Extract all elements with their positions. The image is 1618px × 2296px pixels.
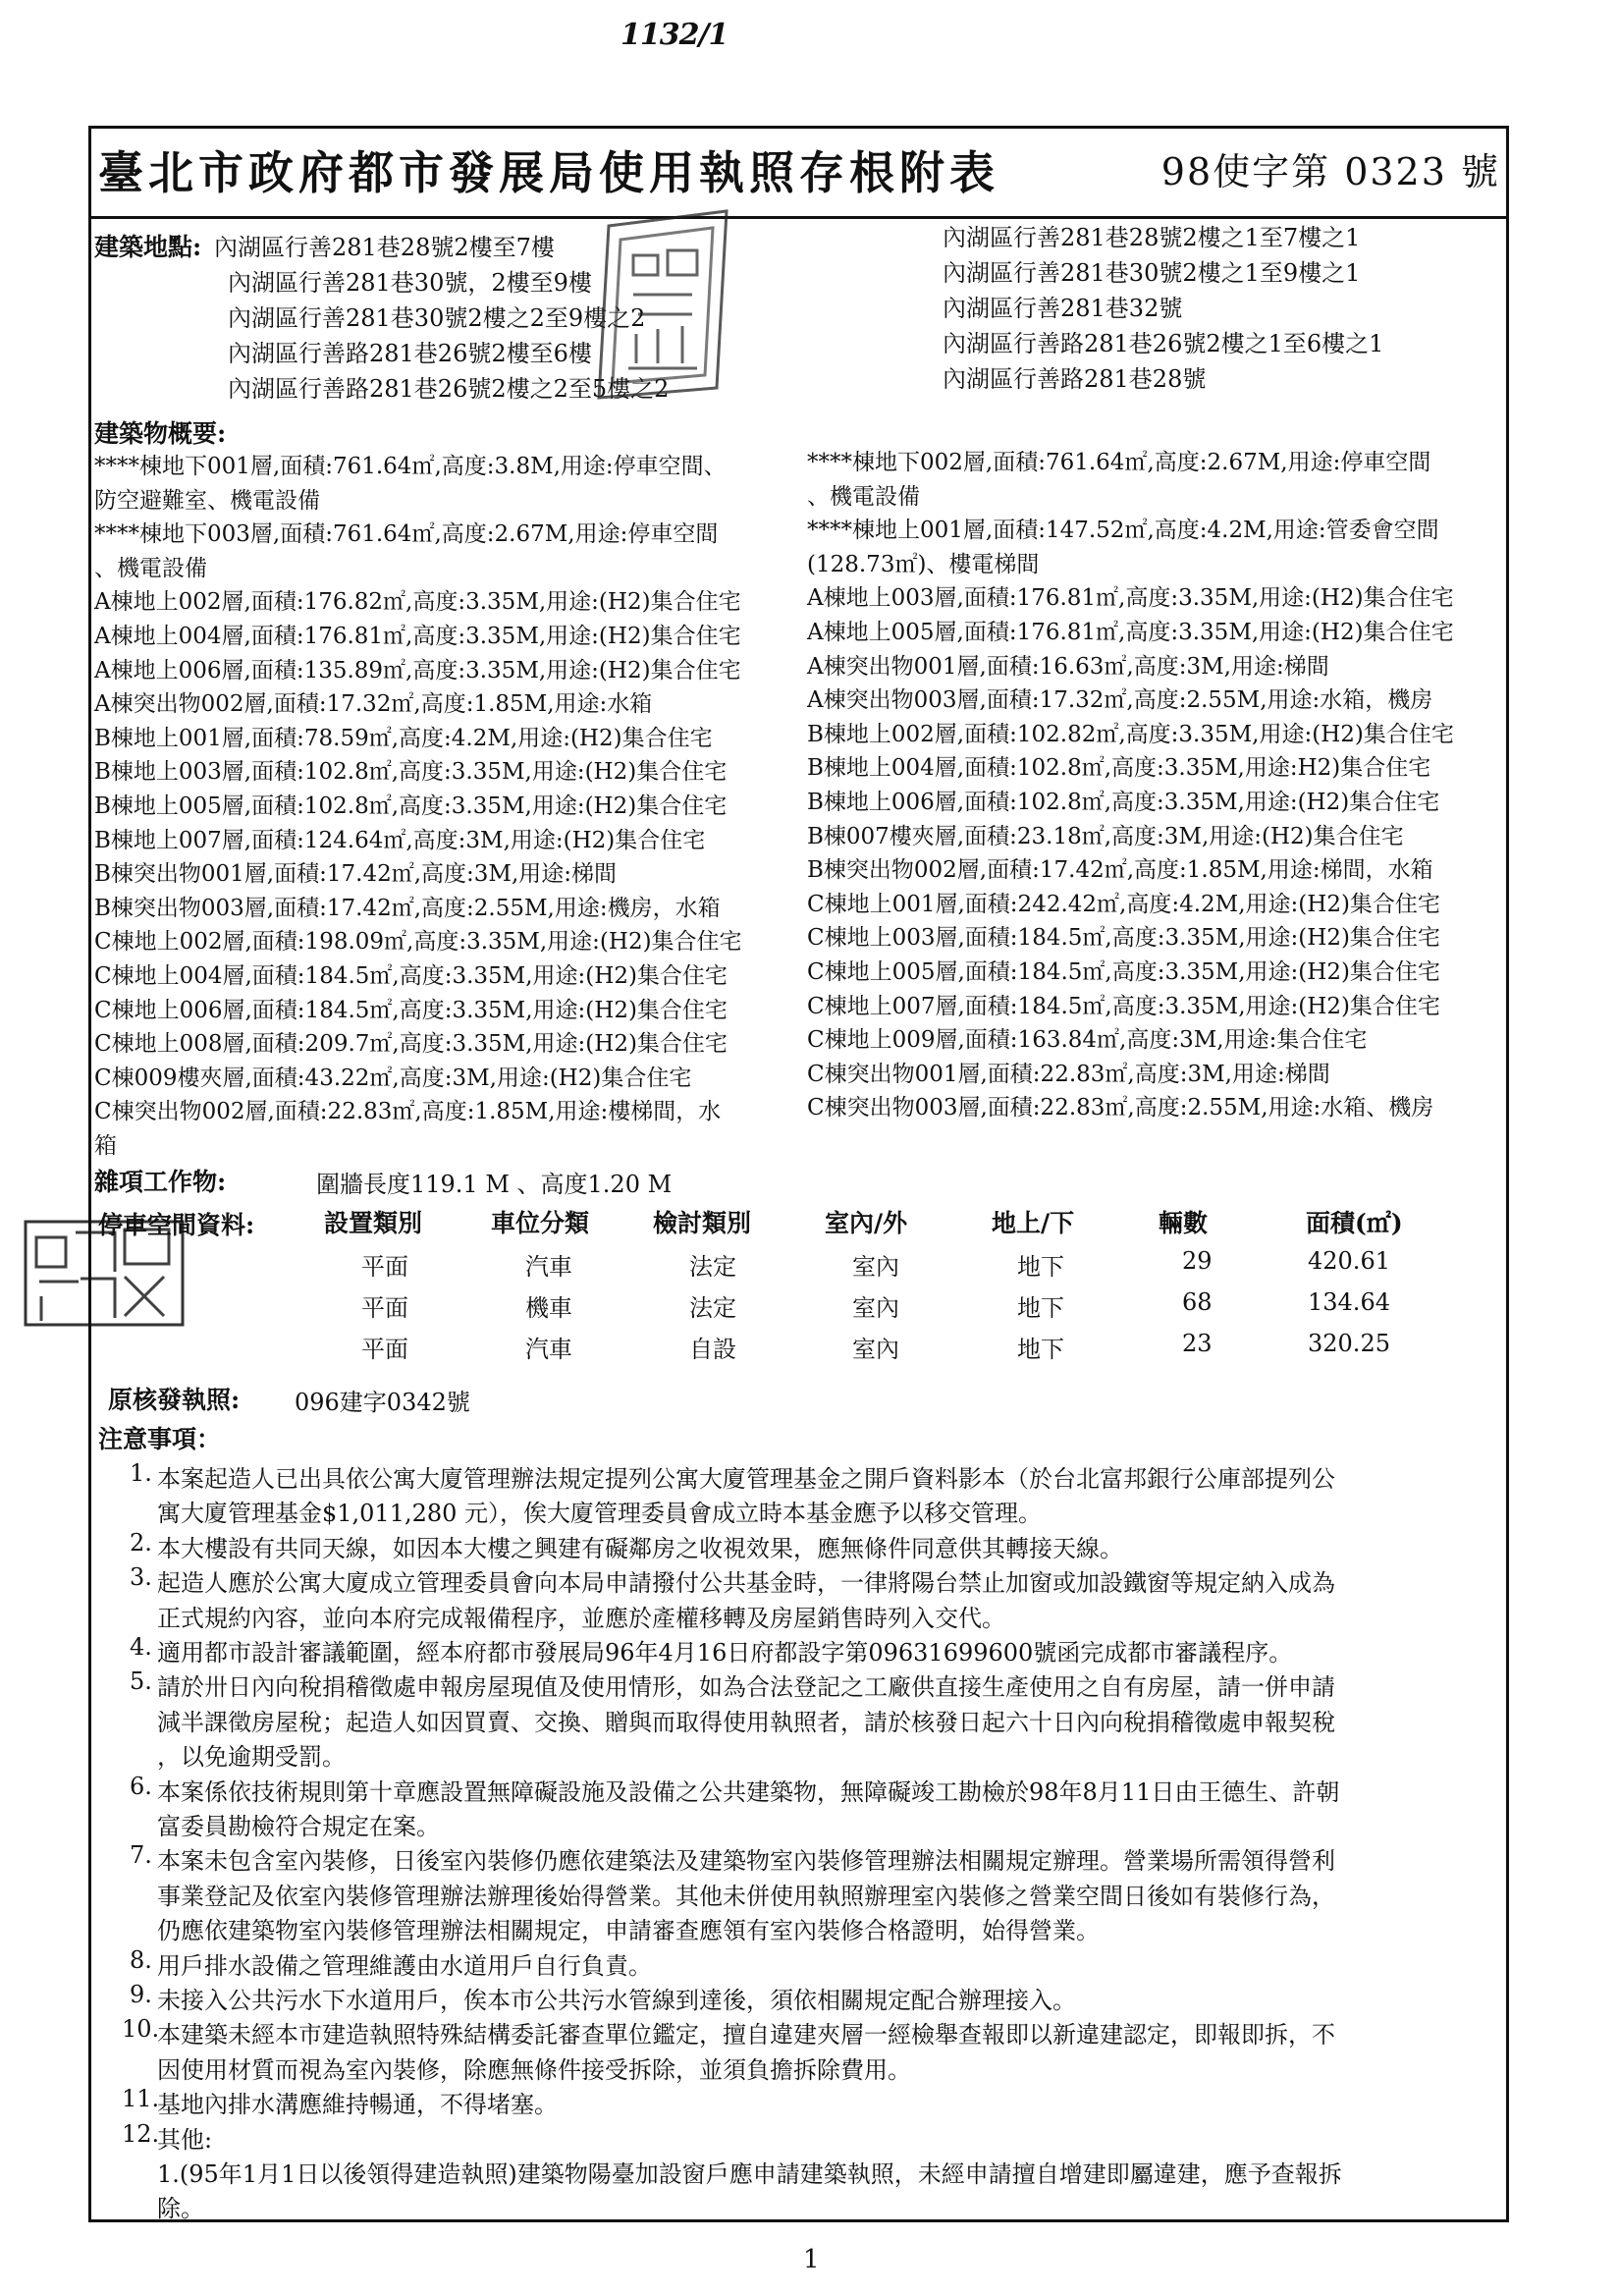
parking-header-cell: 檢討類別 xyxy=(653,1209,752,1237)
parking-header-cell: 設置類別 xyxy=(324,1209,423,1237)
note-text: 適用都市設計審議範圍，經本府都市發展局96年4月16日府都設字第09631699600號函完成都市審議程序。 xyxy=(157,1639,1293,1667)
building-entry: ****棟地下003層,面積:761.64㎡,高度:2.67M,用途:停車空間 xyxy=(94,521,719,548)
note-number: 5. xyxy=(130,1667,152,1696)
building-entry: 防空避難室、機電設備 xyxy=(94,487,320,514)
building-entry: B棟地上002層,面積:102.82㎡,高度:3.35M,用途:(H2)集合住宅 xyxy=(807,721,1454,747)
parking-cell: 汽車 xyxy=(525,1253,572,1281)
note-text: 用戶排水設備之管理維護由水道用戶自行負責。 xyxy=(157,1951,652,1980)
note-text: 其他: xyxy=(157,2125,213,2154)
note-text: 除。 xyxy=(157,2195,204,2223)
parking-header-cell: 輛數 xyxy=(1159,1209,1209,1237)
note-text: 請於卅日內向稅捐稽徵處申報房屋現值及使用情形，如為合法登記之工廠供直接生產使用之自有房屋，請一併申請 xyxy=(157,1673,1335,1702)
address-line: 內湖區行善281巷30號，2樓至9樓 xyxy=(228,269,592,297)
parking-header-cell: 地上/下 xyxy=(992,1209,1075,1237)
address-line: 內湖區行善路281巷26號2樓之1至6樓之1 xyxy=(943,330,1384,357)
building-entry: A棟地上005層,面積:176.81㎡,高度:3.35M,用途:(H2)集合住宅 xyxy=(807,620,1454,645)
page-number: 1 xyxy=(803,2245,820,2274)
page-title: 臺北市政府都市發展局使用執照存根附表 xyxy=(98,146,999,199)
building-entry: A棟突出物003層,面積:17.32㎡,高度:2.55M,用途:水箱，機房 xyxy=(807,687,1433,714)
misc-works-value: 圍牆長度119.1 M 、高度1.20 M xyxy=(316,1171,673,1198)
address-line: 內湖區行善281巷28號2樓之1至7樓之1 xyxy=(943,224,1361,251)
building-entry: A棟突出物002層,面積:17.32㎡,高度:1.85M,用途:水箱 xyxy=(94,691,653,718)
parking-cell: 法定 xyxy=(689,1294,736,1322)
address-line: 內湖區行善路281巷26號2樓至6樓 xyxy=(228,340,592,367)
parking-cell: 68 xyxy=(1182,1288,1213,1316)
address-label: 建築地點: xyxy=(94,233,202,261)
note-text: 寓大廈管理基金$1,011,280 元），俟大廈管理委員會成立時本基金應予以移交管理。 xyxy=(157,1500,1043,1528)
parking-cell: 機車 xyxy=(525,1294,572,1322)
note-number: 12. xyxy=(122,2119,160,2148)
building-entry: C棟突出物003層,面積:22.83㎡,高度:2.55M,用途:水箱、機房 xyxy=(807,1095,1434,1121)
note-number: 11. xyxy=(122,2085,160,2113)
building-entry: B棟007樓夾層,面積:23.18㎡,高度:3M,用途:(H2)集合住宅 xyxy=(807,823,1404,849)
building-entry: A棟地上003層,面積:176.81㎡,高度:3.35M,用途:(H2)集合住宅 xyxy=(807,585,1454,612)
parking-cell: 29 xyxy=(1182,1247,1213,1275)
address-line: 內湖區行善路281巷28號 xyxy=(943,365,1207,393)
note-number: 8. xyxy=(130,1945,152,1974)
parking-cell: 室內 xyxy=(852,1294,899,1322)
note-text: 因使用材質而視為室內裝修，除應無條件接受拆除，並須負擔拆除費用。 xyxy=(157,2055,911,2084)
building-entry: B棟地上005層,面積:102.8㎡,高度:3.35M,用途:(H2)集合住宅 xyxy=(94,793,728,819)
parking-cell: 320.25 xyxy=(1308,1330,1390,1357)
building-entry: C棟地上001層,面積:242.42㎡,高度:4.2M,用途:(H2)集合住宅 xyxy=(807,891,1440,917)
parking-cell: 地下 xyxy=(1017,1253,1064,1281)
building-entry: ****棟地下001層,面積:761.64㎡,高度:3.8M,用途:停車空間、 xyxy=(94,454,727,479)
parking-header-cell: 室內/外 xyxy=(825,1209,908,1237)
address-line: 內湖區行善281巷30號2樓之2至9樓之2 xyxy=(228,304,646,332)
official-seal-stamp xyxy=(589,206,736,403)
note-text: 本案係依技術規則第十章應設置無障礙設施及設備之公共建築物，無障礙竣工勘檢於98年8月11日由王德生、許朝 xyxy=(157,1777,1340,1806)
note-number: 10. xyxy=(122,2015,160,2044)
parking-cell: 平面 xyxy=(361,1253,408,1281)
building-entry: C棟地上007層,面積:184.5㎡,高度:3.35M,用途:(H2)集合住宅 xyxy=(807,993,1440,1019)
building-entry: C棟地上009層,面積:163.84㎡,高度:3M,用途:集合住宅 xyxy=(807,1027,1368,1054)
parking-cell: 室內 xyxy=(852,1253,899,1281)
note-number: 4. xyxy=(130,1633,152,1661)
building-entry: C棟009樓夾層,面積:43.22㎡,高度:3M,用途:(H2)集合住宅 xyxy=(94,1065,692,1091)
notes-label: 注意事項： xyxy=(98,1425,222,1453)
building-entry: C棟地上005層,面積:184.5㎡,高度:3.35M,用途:(H2)集合住宅 xyxy=(807,959,1440,985)
original-license-label: 原核發執照: xyxy=(108,1386,241,1414)
note-text: 本案未包含室內裝修，日後室內裝修仍應依建築法及建築物室內裝修管理辦法相關規定辦理。營業場所需領得營利 xyxy=(157,1847,1335,1876)
building-entry: C棟地上003層,面積:184.5㎡,高度:3.35M,用途:(H2)集合住宅 xyxy=(807,925,1440,952)
parking-cell: 420.61 xyxy=(1308,1247,1390,1275)
license-number: 98使字第 0323 號 xyxy=(1160,150,1500,193)
note-text: 基地內排水溝應維持暢通，不得堵塞。 xyxy=(157,2091,558,2119)
note-text: 正式規約內容，並向本府完成報備程序，並應於產權移轉及房屋銷售時列入交代。 xyxy=(157,1604,1005,1632)
parking-header-cell: 面積(㎡) xyxy=(1306,1209,1403,1237)
building-entry: B棟突出物003層,面積:17.42㎡,高度:2.55M,用途:機房，水箱 xyxy=(94,895,721,921)
building-entry: B棟突出物001層,面積:17.42㎡,高度:3M,用途:梯間 xyxy=(94,861,618,888)
building-entry: B棟地上004層,面積:102.8㎡,高度:3.35M,用途:H2)集合住宅 xyxy=(807,755,1431,782)
building-entry: C棟地上004層,面積:184.5㎡,高度:3.35M,用途:(H2)集合住宅 xyxy=(94,963,728,989)
note-text: 本案起造人已出具依公寓大廈管理辦法規定提列公寓大廈管理基金之開戶資料影本（於台北富邦銀行公庫部提列公 xyxy=(157,1465,1335,1493)
building-entry: B棟地上007層,面積:124.64㎡,高度:3M,用途:(H2)集合住宅 xyxy=(94,827,706,853)
parking-cell: 汽車 xyxy=(525,1336,572,1363)
building-entry: B棟地上006層,面積:102.8㎡,高度:3.35M,用途:(H2)集合住宅 xyxy=(807,790,1440,815)
note-text: 減半課徵房屋稅；起造人如因買賣、交換、贈與而取得使用執照者，請於核發日起六十日內向稅捐稽徵處申報契稅 xyxy=(157,1708,1335,1736)
note-text: 仍應依建築物室內裝修管理辦法相關規定，申請審查應領有室內裝修合格證明，始得營業。 xyxy=(157,1917,1100,1945)
parking-label: 停車空間資料: xyxy=(98,1211,255,1239)
address-line: 內湖區行善路281巷26號2樓之2至5樓之2 xyxy=(228,375,670,403)
note-number: 2. xyxy=(130,1528,152,1557)
parking-cell: 自設 xyxy=(689,1336,736,1363)
building-entry: C棟突出物001層,面積:22.83㎡,高度:3M,用途:梯間 xyxy=(807,1061,1330,1087)
note-number: 6. xyxy=(130,1772,152,1800)
building-entry: ****棟地下002層,面積:761.64㎡,高度:2.67M,用途:停車空間 xyxy=(807,450,1431,475)
note-number: 7. xyxy=(130,1841,152,1870)
top-handwritten-tag: 1132/1 xyxy=(620,18,728,52)
address-line: 內湖區行善281巷32號 xyxy=(943,295,1183,322)
building-entry: C棟突出物002層,面積:22.83㎡,高度:1.85M,用途:樓梯間，水 xyxy=(94,1099,722,1125)
building-entry: C棟地上008層,面積:209.7㎡,高度:3.35M,用途:(H2)集合住宅 xyxy=(94,1031,728,1058)
building-entry: B棟突出物002層,面積:17.42㎡,高度:1.85M,用途:梯間，水箱 xyxy=(807,857,1433,884)
note-number: 3. xyxy=(130,1563,152,1592)
note-text: 未接入公共污水下水道用戶，俟本市公共污水管線到達後，須依相關規定配合辦理接入。 xyxy=(157,1987,1076,2014)
building-entry: 、機電設備 xyxy=(807,483,920,510)
building-entry: C棟地上002層,面積:198.09㎡,高度:3.35M,用途:(H2)集合住宅 xyxy=(94,929,742,956)
address-line: 內湖區行善281巷28號2樓至7樓 xyxy=(214,234,555,261)
building-entry: A棟地上002層,面積:176.82㎡,高度:3.35M,用途:(H2)集合住宅 xyxy=(94,589,741,616)
building-entry: B棟地上001層,面積:78.59㎡,高度:4.2M,用途:(H2)集合住宅 xyxy=(94,725,713,751)
note-number: 9. xyxy=(130,1981,152,2008)
building-entry: A棟地上006層,面積:135.89㎡,高度:3.35M,用途:(H2)集合住宅 xyxy=(94,657,741,683)
building-entry: A棟突出物001層,面積:16.63㎡,高度:3M,用途:梯間 xyxy=(807,653,1329,680)
note-number: 1. xyxy=(130,1459,152,1487)
building-entry: C棟地上006層,面積:184.5㎡,高度:3.35M,用途:(H2)集合住宅 xyxy=(94,997,728,1023)
note-text: 本大樓設有共同天線，如因本大樓之興建有礙鄰房之收視效果，應無條件同意供其轉接天線。 xyxy=(157,1534,1123,1562)
parking-cell: 地下 xyxy=(1017,1294,1064,1322)
building-entry: (128.73㎡)、樓電梯間 xyxy=(807,551,1040,577)
note-text: 1.(95年1月1日以後領得建造執照)建築物陽臺加設窗戶應申請建築執照，未經申請擅自增建即屬違建，應予查報拆 xyxy=(157,2160,1342,2188)
original-license-value: 096建字0342號 xyxy=(295,1389,470,1416)
building-entry: ****棟地上001層,面積:147.52㎡,高度:4.2M,用途:管委會空間 xyxy=(807,518,1439,544)
parking-cell: 平面 xyxy=(361,1336,408,1363)
parking-cell: 室內 xyxy=(852,1336,899,1363)
address-line: 內湖區行善281巷30號2樓之1至9樓之1 xyxy=(943,259,1361,287)
misc-works-label: 雜項工作物: xyxy=(94,1168,227,1196)
note-text: 起造人應於公寓大廈成立管理委員會向本局申請撥付公共基金時，一律將陽台禁止加窗或加設鐵窗等規定納入成為 xyxy=(157,1569,1335,1598)
building-entry: 、機電設備 xyxy=(94,555,207,581)
note-text: 富委員勘檢符合規定在案。 xyxy=(157,1813,440,1840)
parking-header-cell: 車位分類 xyxy=(491,1209,590,1237)
building-entry: A棟地上004層,面積:176.81㎡,高度:3.35M,用途:(H2)集合住宅 xyxy=(94,624,741,649)
parking-cell: 23 xyxy=(1182,1330,1213,1357)
parking-cell: 地下 xyxy=(1017,1336,1064,1363)
building-entry: B棟地上003層,面積:102.8㎡,高度:3.35M,用途:(H2)集合住宅 xyxy=(94,759,728,786)
building-entry: 箱 xyxy=(94,1133,117,1159)
note-text: 事業登記及依室內裝修管理辦法辦理後始得營業。其他未併使用執照辦理室內裝修之營業空間日後如有裝修行為， xyxy=(157,1882,1335,1910)
parking-cell: 平面 xyxy=(361,1294,408,1322)
parking-cell: 134.64 xyxy=(1308,1288,1390,1316)
note-text: 本建築未經本市建造執照特殊結構委託審查單位鑑定，擅自違建夾層一經檢舉查報即以新違建認定，即報即拆，不 xyxy=(157,2021,1335,2050)
building-summary-label: 建築物概要: xyxy=(94,419,227,448)
note-text: ，以免逾期受罰。 xyxy=(157,1743,346,1772)
registration-stamp xyxy=(22,1218,189,1331)
parking-cell: 法定 xyxy=(689,1253,736,1281)
